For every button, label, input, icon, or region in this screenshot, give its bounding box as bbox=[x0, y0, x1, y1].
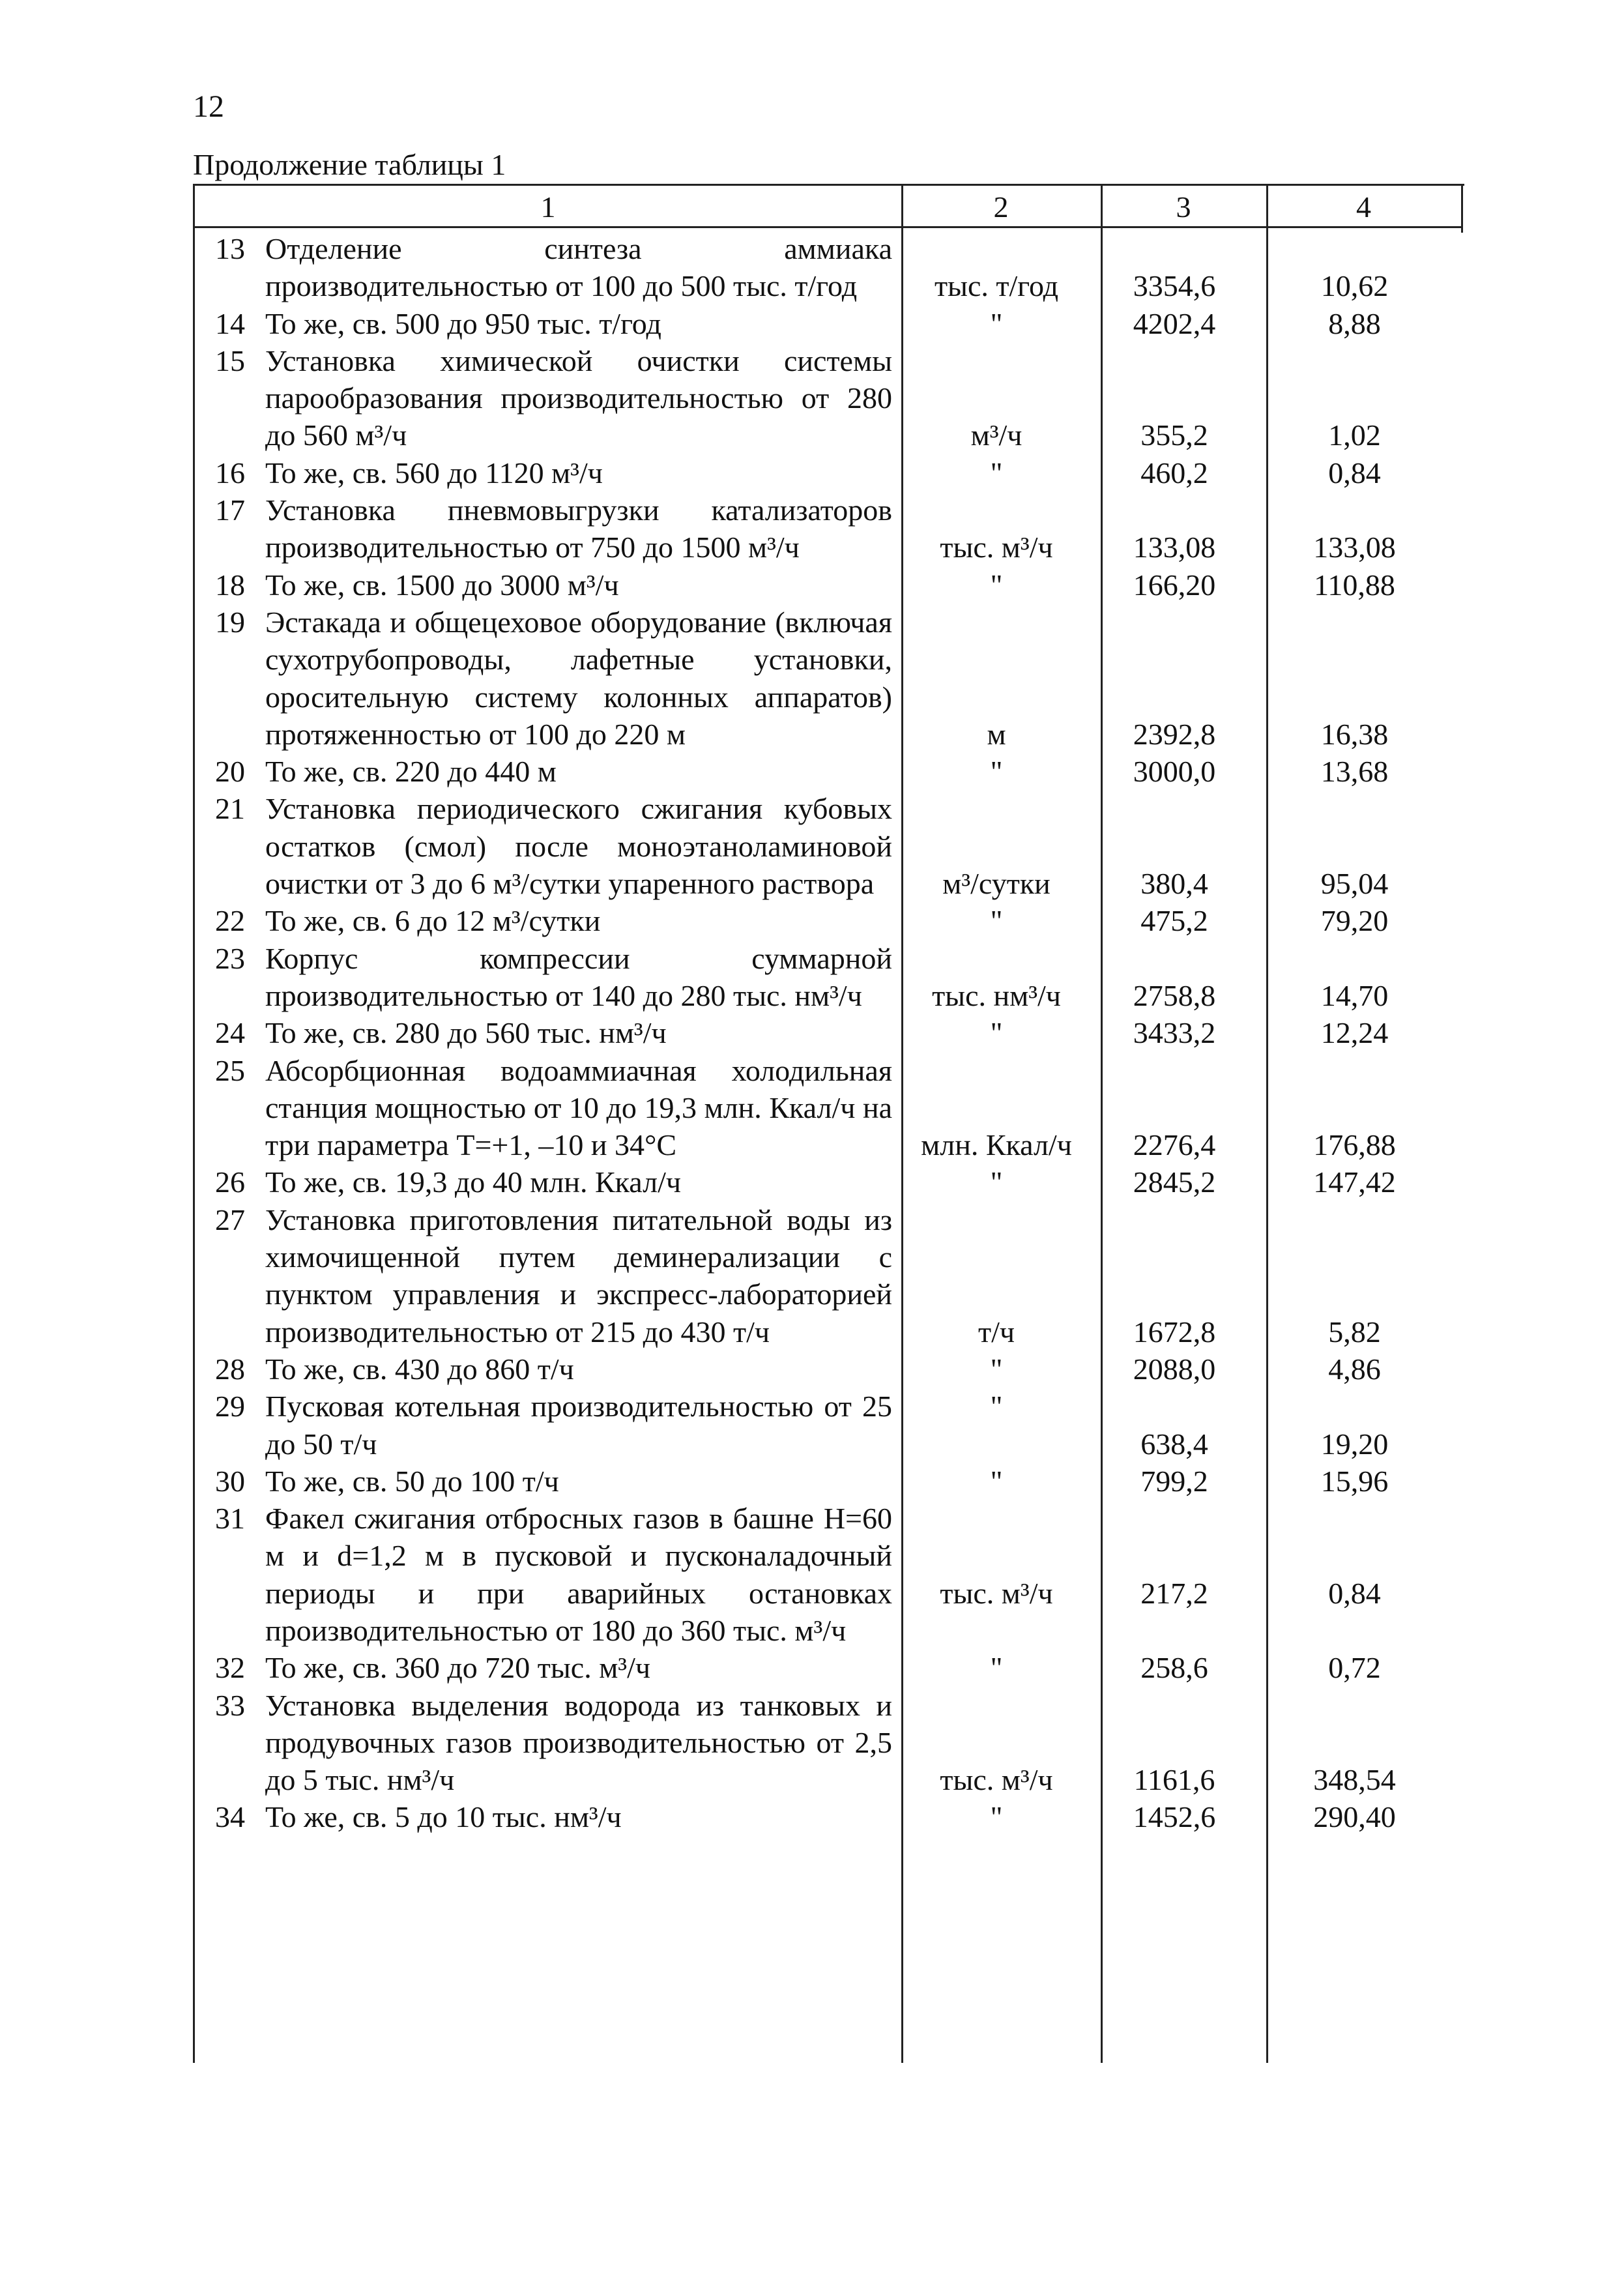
row-value-col3: 799,2 bbox=[1140, 1464, 1208, 1498]
table-row bbox=[195, 230, 1462, 305]
row-value-col4: 10,62 bbox=[1320, 269, 1389, 303]
row-unit: " bbox=[990, 456, 1003, 489]
row-value-col4: 133,08 bbox=[1313, 531, 1396, 564]
row-value-col4: 12,24 bbox=[1320, 1016, 1389, 1050]
row-unit bbox=[892, 1388, 1092, 1463]
row-unit: тыс. м³/ч bbox=[940, 531, 1053, 564]
table-row bbox=[195, 604, 1462, 753]
row-value-col3: 2392,8 bbox=[1133, 717, 1216, 751]
row-unit: " bbox=[990, 568, 1003, 602]
row-unit: " bbox=[990, 1651, 1003, 1685]
row-description: То же, св. 19,3 до 40 млн. Ккал/ч bbox=[265, 1165, 681, 1199]
row-number: 13 bbox=[215, 232, 245, 265]
row-unit: м³/сутки bbox=[942, 867, 1051, 901]
row-number: 14 bbox=[215, 306, 245, 340]
row-value-col4: 14,70 bbox=[1320, 978, 1389, 1012]
table-row bbox=[195, 1500, 1462, 1649]
table-row bbox=[195, 940, 1462, 1015]
table-row bbox=[195, 305, 1462, 342]
row-value-col3: 3000,0 bbox=[1133, 755, 1216, 789]
row-value-col3: 460,2 bbox=[1140, 456, 1208, 489]
row-unit: тыс. нм³/ч bbox=[932, 978, 1061, 1012]
table-row bbox=[195, 1052, 1462, 1164]
row-number: 21 bbox=[215, 792, 245, 826]
row-unit: " bbox=[990, 1016, 1003, 1050]
table-row bbox=[195, 902, 1462, 939]
row-value-col3: 2088,0 bbox=[1133, 1352, 1216, 1386]
row-description: То же, св. 430 до 860 т/ч bbox=[265, 1352, 574, 1386]
row-description: То же, св. 1500 до 3000 м³/ч bbox=[265, 568, 619, 602]
table-row bbox=[195, 491, 1462, 566]
row-description: Пусковая котельная производительностью от 25 до 50 т/ч bbox=[265, 1390, 892, 1461]
table-row bbox=[195, 1163, 1462, 1201]
row-number: 24 bbox=[215, 1016, 245, 1050]
row-unit: " bbox=[990, 1352, 1003, 1386]
row-unit: " bbox=[990, 755, 1003, 789]
row-value-col3: 2845,2 bbox=[1133, 1165, 1216, 1199]
row-value-col4: 4,86 bbox=[1328, 1352, 1381, 1386]
row-unit: " bbox=[990, 1165, 1003, 1199]
row-number: 22 bbox=[215, 904, 245, 938]
row-value-col3: 475,2 bbox=[1140, 904, 1208, 938]
row-description: Установка химической очистки системы парообразования производительностью от 280 до 560 м³/ч bbox=[265, 343, 892, 452]
row-value-col3: 1452,6 bbox=[1133, 1800, 1216, 1834]
row-description: То же, св. 360 до 720 тыс. м³/ч bbox=[265, 1651, 651, 1685]
row-value-col4: 79,20 bbox=[1320, 904, 1389, 938]
row-unit: тыс. т/год bbox=[934, 269, 1059, 303]
row-number: 26 bbox=[215, 1165, 245, 1199]
row-value-col4: 110,88 bbox=[1314, 568, 1395, 602]
row-unit: " bbox=[990, 1464, 1003, 1498]
row-description: То же, св. 500 до 950 тыс. т/год bbox=[265, 306, 661, 340]
row-number: 31 bbox=[215, 1502, 245, 1536]
row-value-col3: 1161,6 bbox=[1133, 1763, 1215, 1797]
row-value-col4: 8,88 bbox=[1328, 306, 1381, 340]
row-unit-ditto: " bbox=[990, 1390, 1003, 1423]
row-value-col3: 217,2 bbox=[1140, 1576, 1208, 1610]
row-unit: " bbox=[990, 306, 1003, 340]
table-row bbox=[195, 1798, 1462, 1835]
row-number: 15 bbox=[215, 343, 245, 377]
row-value-col4: 1,02 bbox=[1328, 418, 1381, 452]
row-value-col3: 638,4 bbox=[1140, 1427, 1208, 1461]
row-number: 25 bbox=[215, 1053, 245, 1087]
header-col-3: 3 bbox=[1176, 190, 1191, 224]
row-value-col3: 133,08 bbox=[1133, 531, 1216, 564]
row-value-col4: 176,88 bbox=[1313, 1128, 1396, 1162]
row-description: То же, св. 6 до 12 м³/сутки bbox=[265, 904, 601, 938]
row-value-col4: 15,96 bbox=[1320, 1464, 1389, 1498]
row-number: 16 bbox=[215, 456, 245, 489]
row-number: 28 bbox=[215, 1352, 245, 1386]
table-row bbox=[195, 1201, 1462, 1350]
row-number: 17 bbox=[215, 493, 245, 527]
table-row bbox=[195, 753, 1462, 790]
row-value-col3: 166,20 bbox=[1133, 568, 1216, 602]
row-description: Факел сжигания отбросных газов в башне Н=60 м и d=1,2 м в пусковой и пусконаладочный периоды и при аварийных остановках производительностью от 180 до 360 тыс. м³/ч bbox=[265, 1502, 892, 1647]
row-value-col3: 258,6 bbox=[1140, 1651, 1208, 1685]
table-row bbox=[195, 454, 1462, 491]
row-unit: м bbox=[987, 717, 1006, 751]
row-value-col4: 0,72 bbox=[1328, 1651, 1381, 1685]
row-number: 34 bbox=[215, 1800, 245, 1834]
row-unit: " bbox=[990, 904, 1003, 938]
row-value-col3: 380,4 bbox=[1140, 867, 1208, 901]
row-description: То же, св. 50 до 100 т/ч bbox=[265, 1464, 559, 1498]
header-col-2: 2 bbox=[993, 190, 1009, 224]
row-value-col3: 2276,4 bbox=[1133, 1128, 1216, 1162]
row-value-col4: 13,68 bbox=[1320, 755, 1389, 789]
row-value-col3: 355,2 bbox=[1140, 418, 1208, 452]
table-row bbox=[195, 1649, 1462, 1686]
row-unit: тыс. м³/ч bbox=[940, 1763, 1053, 1797]
row-value-col3: 4202,4 bbox=[1133, 306, 1216, 340]
table-row bbox=[195, 566, 1462, 604]
table-row bbox=[195, 1388, 1462, 1463]
row-value-col4: 16,38 bbox=[1320, 717, 1389, 751]
row-description: Установка приготовления питательной воды из химочищенной путем деминерализации с пунктом управления и экспресс-лабораторией производительностью от 215 до 430 т/ч bbox=[265, 1203, 892, 1349]
row-number: 30 bbox=[215, 1464, 245, 1498]
row-value-col4: 5,82 bbox=[1328, 1315, 1381, 1349]
table-row bbox=[195, 790, 1462, 902]
row-description: Установка выделения водорода из танковых и продувочных газов производительностью от 2,5 до 5 тыс. нм³/ч bbox=[265, 1688, 892, 1797]
row-description: То же, св. 560 до 1120 м³/ч bbox=[265, 456, 603, 489]
row-value-col3: 3354,6 bbox=[1133, 269, 1216, 303]
header-col-1: 1 bbox=[540, 190, 556, 224]
table-row bbox=[195, 342, 1462, 454]
header-divider bbox=[195, 226, 1463, 228]
row-number: 20 bbox=[215, 755, 245, 789]
row-number: 32 bbox=[215, 1651, 245, 1685]
row-value-col3: 3433,2 bbox=[1133, 1016, 1216, 1050]
row-value-col4: 348,54 bbox=[1313, 1763, 1396, 1797]
page-number: 12 bbox=[193, 89, 224, 124]
row-number: 18 bbox=[215, 568, 245, 602]
row-number: 23 bbox=[215, 941, 245, 975]
table-row bbox=[195, 1014, 1462, 1051]
row-description: Установка периодического сжигания кубовых остатков (смол) после моноэтаноламиновой очистки от 3 до 6 м³/сутки упаренного раствора bbox=[265, 792, 892, 901]
table-row bbox=[195, 1687, 1462, 1799]
row-value-col4: 0,84 bbox=[1328, 1576, 1381, 1610]
row-description: То же, св. 280 до 560 тыс. нм³/ч bbox=[265, 1016, 667, 1050]
row-unit: тыс. м³/ч bbox=[940, 1576, 1053, 1610]
row-value-col4: 147,42 bbox=[1313, 1165, 1396, 1199]
row-description: То же, св. 220 до 440 м bbox=[265, 755, 557, 789]
row-unit: т/ч bbox=[978, 1315, 1015, 1349]
row-value-col4: 95,04 bbox=[1320, 867, 1389, 901]
table-caption: Продолжение таблицы 1 bbox=[193, 148, 506, 181]
row-description: Эстакада и общецеховое оборудование (включая сухотрубопроводы, лафетные установки, оросительную систему колонных аппаратов) протяженностью от 100 до 220 м bbox=[265, 605, 892, 751]
row-description: То же, св. 5 до 10 тыс. нм³/ч bbox=[265, 1800, 622, 1834]
row-value-col3: 2758,8 bbox=[1133, 978, 1216, 1012]
row-value-col3: 1672,8 bbox=[1133, 1315, 1216, 1349]
row-unit: " bbox=[990, 1800, 1003, 1834]
row-description: Абсорбционная водоаммиачная холодильная станция мощностью от 10 до 19,3 млн. Ккал/ч на три параметра Т=+1, –10 и 34°С bbox=[265, 1053, 892, 1162]
table-row bbox=[195, 1350, 1462, 1388]
row-description: Установка пневмовыгрузки катализаторов производительностью от 750 до 1500 м³/ч bbox=[265, 493, 892, 564]
row-description: Отделение синтеза аммиака производительностью от 100 до 500 тыс. т/год bbox=[265, 232, 892, 303]
table-row bbox=[195, 1463, 1462, 1500]
row-description: Корпус компрессии суммарной производительностью от 140 до 280 тыс. нм³/ч bbox=[265, 941, 892, 1012]
row-unit: млн. Ккал/ч bbox=[921, 1128, 1072, 1162]
row-value-col4: 290,40 bbox=[1313, 1800, 1396, 1834]
row-number: 33 bbox=[215, 1688, 245, 1722]
row-value-col4: 0,84 bbox=[1328, 456, 1381, 489]
data-table bbox=[193, 184, 1464, 2063]
table-body bbox=[195, 230, 1462, 1836]
row-number: 27 bbox=[215, 1203, 245, 1236]
row-unit: м³/ч bbox=[970, 418, 1022, 452]
row-number: 29 bbox=[215, 1390, 245, 1423]
row-value-col4: 19,20 bbox=[1320, 1427, 1389, 1461]
header-col-4: 4 bbox=[1356, 190, 1371, 224]
row-number: 19 bbox=[215, 605, 245, 639]
